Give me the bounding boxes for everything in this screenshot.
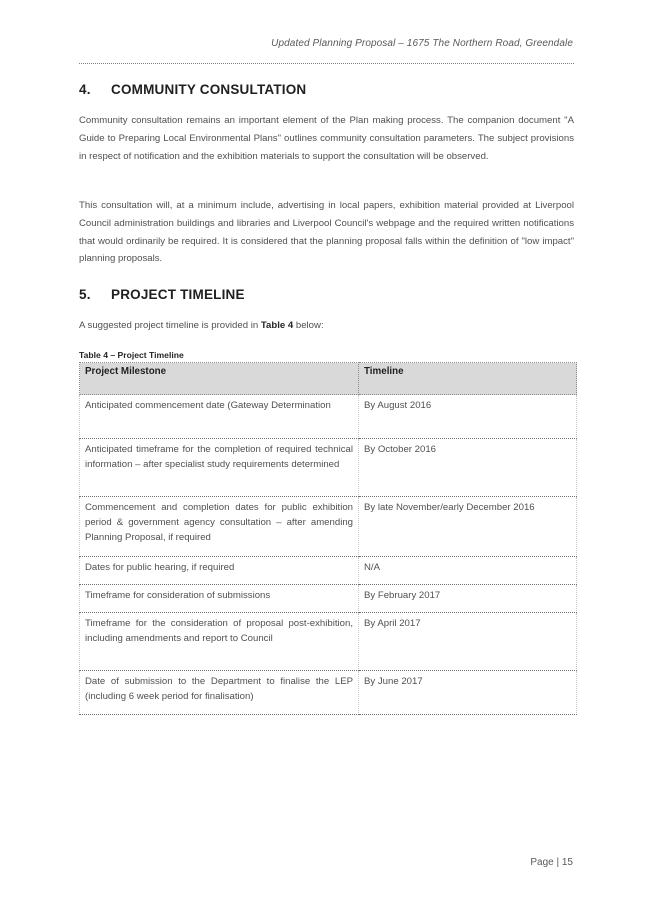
table-header-row	[80, 363, 577, 395]
table-row	[80, 613, 577, 671]
milestone-cell: Dates for public hearing, if required	[80, 557, 359, 585]
table-row	[80, 439, 577, 497]
header-divider	[79, 63, 574, 64]
milestone-cell: Timeframe for consideration of submissions	[80, 585, 359, 613]
section-title: PROJECT TIMELINE	[111, 287, 245, 302]
timeline-cell: By August 2016	[359, 395, 577, 439]
timeline-cell: By June 2017	[359, 671, 577, 715]
consultation-paragraph-2: This consultation will, at a minimum include, advertising in local papers, exhibition material provided at Liverpool Council administration buildings and libraries and Liverpool Council's webpage and the required written notifications that would ordinarily be required. It is considered that the planning proposal falls within the definition of "low impact" planning proposals.	[79, 200, 574, 265]
section-number: 4.	[79, 82, 91, 97]
timeline-cell: By April 2017	[359, 613, 577, 671]
milestone-cell: Date of submission to the Department to finalise the LEP (including 6 week period for finalisation)	[80, 671, 359, 715]
timeline-intro	[79, 317, 574, 335]
section-title: COMMUNITY CONSULTATION	[111, 82, 307, 97]
consultation-paragraph-1: Community consultation remains an important element of the Plan making process. The companion document "A Guide to Preparing Local Environmental Plans" outlines community consultation parameters. The subject provisions in respect of notification and the exhibition materials to support the consultation will be observed.	[79, 115, 574, 162]
intro-text-before: A suggested project timeline is provided in	[79, 320, 261, 331]
section-heading-community-consultation	[79, 82, 306, 97]
running-header: Updated Planning Proposal – 1675 The Northern Road, Greendale	[271, 38, 573, 49]
section-number: 5.	[79, 287, 91, 302]
table-caption: Table 4 – Project Timeline	[79, 350, 184, 360]
table-row	[80, 395, 577, 439]
table-reference: Table 4	[260, 320, 294, 331]
table-row	[80, 497, 577, 557]
column-header-milestone: Project Milestone	[80, 363, 359, 395]
milestone-cell: Anticipated commencement date (Gateway Determination	[80, 395, 359, 439]
page-number: Page | 15	[530, 857, 573, 868]
table-row	[80, 671, 577, 715]
column-header-timeline: Timeline	[359, 363, 577, 395]
timeline-cell: N/A	[359, 557, 577, 585]
timeline-cell: By late November/early December 2016	[359, 497, 577, 557]
milestone-cell: Commencement and completion dates for public exhibition period & government agency consultation – after amending Planning Proposal, if required	[80, 497, 359, 557]
section-heading-project-timeline	[79, 287, 245, 302]
timeline-cell: By October 2016	[359, 439, 577, 497]
table-row	[80, 585, 577, 613]
timeline-cell: By February 2017	[359, 585, 577, 613]
milestone-cell: Timeframe for the consideration of proposal post-exhibition, including amendments and report to Council	[80, 613, 359, 671]
project-timeline-table	[79, 362, 577, 715]
milestone-cell: Anticipated timeframe for the completion of required technical information – after specialist study requirements determined	[80, 439, 359, 497]
table-row	[80, 557, 577, 585]
intro-text-after: below:	[293, 320, 324, 331]
